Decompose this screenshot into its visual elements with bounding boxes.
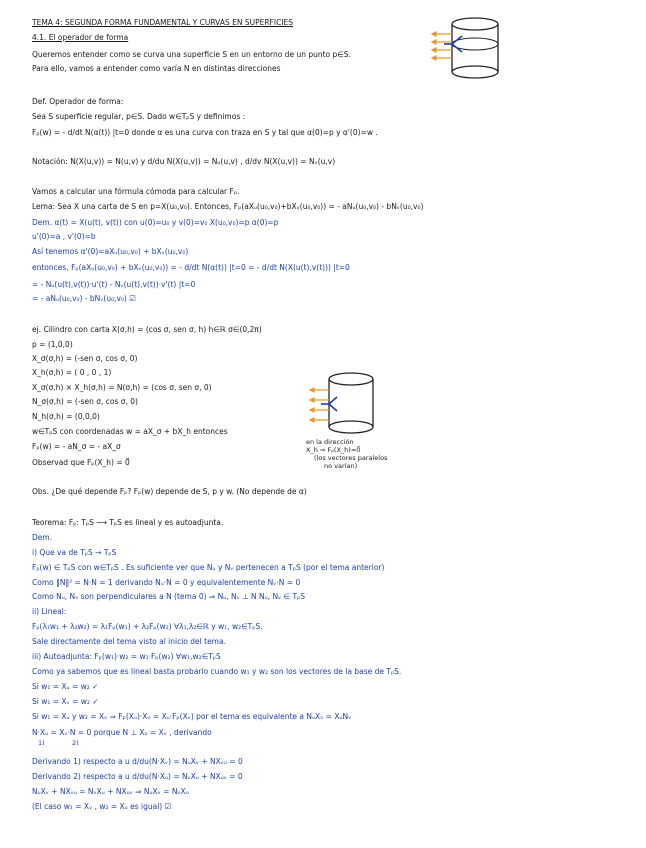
proof2-line-1: Dem. bbox=[32, 533, 53, 542]
side-note-3: (los vectores paralelos bbox=[314, 454, 388, 462]
example-line-6: N_σ(σ,h) = (-sen σ, cos σ, 0) bbox=[32, 397, 138, 406]
proof1-line-4: entonces, Fₚ(aXᵤ(u₀,v₀) + bXᵥ(u₀,v₀)) = - d/dt N(α(t)) |t=0 = - d/dt N(X(u(t),v(t))) |t=0 bbox=[32, 263, 350, 272]
proof2-line-6: ii) Lineal: bbox=[32, 607, 67, 616]
proof2-line-11: Si w₁ = Xᵤ = w₂ ✓ bbox=[32, 682, 99, 691]
page-title: TEMA 4: SEGUNDA FORMA FUNDAMENTAL Y CURVAS EN SUPERFICIES bbox=[32, 18, 294, 27]
intro-line-2: Para ello, vamos a entender como varía N en distintas direcciones bbox=[32, 64, 281, 73]
example-line-3: X_σ(σ,h) = (-sen σ, cos σ, 0) bbox=[32, 354, 138, 363]
example-line-2: p = (1,0,0) bbox=[32, 340, 73, 349]
proof2-line-8: Sale directamente del tema visto al inicio del tema. bbox=[32, 637, 226, 646]
proof1-line-2: u'(0)=a , v'(0)=b bbox=[32, 232, 96, 241]
proof1-line-3: Así tenemos α'(0)=aXᵤ(u₀,v₀) + bXᵥ(u₀,v₀) bbox=[32, 247, 189, 256]
side-note-1: en la dirección bbox=[306, 438, 354, 446]
calc-intro: Vamos a calcular una fórmula cómoda para calcular Fₚ. bbox=[32, 187, 240, 196]
side-note-2: X_h ⇒ Fₚ(X_h)=0⃗ bbox=[306, 446, 361, 454]
notation-line: Notación: N(X(u,v)) = N(u,v) y d/du N(X(u,v)) = Nᵤ(u,v) , d/dv N(X(u,v)) = Nᵥ(u,v) bbox=[32, 157, 336, 166]
proof1-line-5: = - Nᵤ(u(t),v(t))·u'(t) - Nᵥ(u(t),v(t))·v'(t) |t=0 bbox=[32, 280, 196, 289]
example-line-5: X_σ(σ,h) × X_h(σ,h) = N(σ,h) = (cos σ, sen σ, 0) bbox=[32, 383, 212, 392]
definition-line-2: Fₚ(w) = - d/dt N(α(t)) |t=0 donde α es una curva con traza en S y tal que α(0)=p y α'(0)=w . bbox=[32, 128, 378, 137]
proof2-line-4: Como ‖N‖² = N·N = 1 derivando Nᵤ·N = 0 y equivalentemente Nᵥ·N = 0 bbox=[32, 578, 301, 587]
proof1-line-1: Dem. α(t) = X(u(t), v(t)) con u(0)=u₀ y v(0)=v₀ X(u₀,v₀)=p α(0)=p bbox=[32, 218, 279, 227]
section-heading: 4.1. El operador de forma bbox=[32, 33, 129, 42]
lemma: Lema: Sea X una carta de S en p=X(u₀,v₀). Entonces, Fₚ(aXᵤ(u₀,v₀)+bXᵥ(u₀,v₀)) = - aNᵤ(u₀,v₀) - bNᵥ(u₀,v₀) bbox=[32, 202, 424, 211]
proof2-line-17: NᵤXᵥ + NXᵥᵤ = NᵥXᵤ + NXᵤᵥ ⇒ NᵤXᵥ = NᵥXᵤ bbox=[32, 787, 189, 796]
proof2-line-2: i) Que va de TₚS → TₚS bbox=[32, 548, 117, 557]
proof2-line-18: (El caso w₁ = Xᵥ , w₂ = Xᵤ es igual) ☑ bbox=[32, 802, 172, 811]
definition-heading: Def. Operador de forma: bbox=[32, 97, 124, 106]
proof2-line-3: Fₚ(w) ∈ TₚS con w∈TₚS . Es suficiente ver que Nᵤ y Nᵥ pertenecen a TₚS (por el tema anterior) bbox=[32, 563, 385, 572]
definition-line-1: Sea S superficie regular, p∈S. Dado w∈TₚS y definimos : bbox=[32, 112, 246, 121]
label-2: 2) bbox=[72, 739, 79, 747]
example-line-1: ej. Cilindro con carta X(σ,h) = (cos σ, sen σ, h) h∈ℝ σ∈(0,2π) bbox=[32, 325, 262, 334]
side-note-4: no varían) bbox=[324, 462, 358, 470]
proof2-line-10: Como ya sabemos que es lineal basta probarlo cuando w₁ y w₂ son los vectores de la base de TₚS. bbox=[32, 667, 402, 676]
cylinder-figure-top bbox=[430, 14, 520, 84]
example-line-10: Observad que Fₚ(X_h) = 0⃗ bbox=[32, 458, 130, 467]
proof2-line-13: Si w₁ = Xᵤ y w₂ = Xᵥ ⇒ Fₚ(Xᵤ)·Xᵥ = Xᵤ·Fₚ(Xᵥ) por el tema es equivalente a NᵤXᵥ = XᵤNᵥ bbox=[32, 712, 352, 721]
proof2-line-9: iii) Autoadjunta: Fₚ(w₁)·w₂ = w₁·Fₚ(w₂) ∀w₁,w₂∈TₚS bbox=[32, 652, 221, 661]
theorem: Teorema: Fₚ: TₚS ⟶ TₚS es lineal y es autoadjunta. bbox=[32, 518, 224, 527]
cylinder-figure-example bbox=[306, 370, 386, 436]
intro-line-1: Queremos entender como se curva una superficie S en un entorno de un punto p∈S. bbox=[32, 50, 351, 59]
proof2-line-7: Fₚ(λ₁w₁ + λ₂w₂) = λ₁Fₚ(w₁) + λ₂Fₚ(w₂) ∀λ₁,λ₂∈ℝ y w₁, w₂∈TₚS. bbox=[32, 622, 263, 631]
proof2-line-5: Como Nᵤ, Nᵥ son perpendiculares a N (tema 0) ⇒ Nᵤ, Nᵥ ⊥ N Nᵤ, Nᵥ ∈ TₚS bbox=[32, 592, 306, 601]
proof2-line-14: N·Xᵤ = Xᵥ·N = 0 porque N ⊥ Xᵤ = Xᵥ , derivando bbox=[32, 728, 212, 737]
label-1: 1) bbox=[38, 739, 45, 747]
proof2-line-12: Si w₁ = Xᵥ = w₂ ✓ bbox=[32, 697, 99, 706]
example-line-8: w∈TₚS con coordenadas w = aX_σ + bX_h entonces bbox=[32, 427, 228, 436]
example-line-9: Fₚ(w) = - aN_σ = - aX_σ bbox=[32, 442, 121, 451]
example-line-4: X_h(σ,h) = ( 0 , 0 , 1) bbox=[32, 368, 112, 377]
example-line-7: N_h(σ,h) = (0,0,0) bbox=[32, 412, 100, 421]
proof2-line-16: Derivando 2) respecto a u d/du(N·Xᵤ) = NᵥXᵤ + NXᵤᵥ = 0 bbox=[32, 772, 243, 781]
observation: Obs. ¿De qué depende Fₚ? Fₚ(w) depende de S, p y w. (No depende de α) bbox=[32, 487, 307, 496]
proof2-line-15: Derivando 1) respecto a u d/du(N·Xᵥ) = NᵤXᵥ + NXᵥᵤ = 0 bbox=[32, 757, 243, 766]
proof1-line-6: = - aNᵤ(u₀,v₀) - bNᵥ(u₀,v₀) ☑ bbox=[32, 294, 136, 303]
